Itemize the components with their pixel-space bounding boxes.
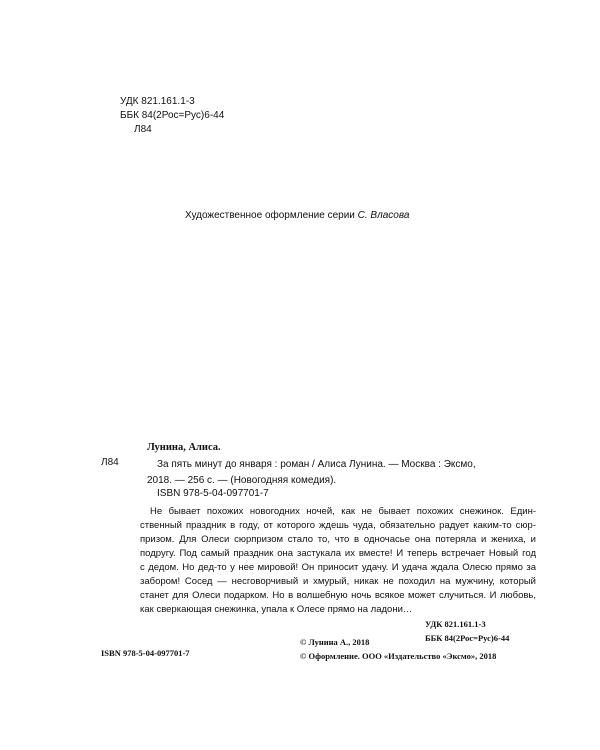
catalog-author: Лунина, Алиса. [147,442,221,453]
annotation-line: забором! Сосед — несговорчивый и хмурый, никак не походил на мужчину, который [140,576,536,587]
bottom-udk-code: УДК 821.161.1-3 [425,619,486,629]
annotation-line: с дедом. Но дед-то у нее мировой! Он приносит удачу. И удача ждала Олесю прямо за [140,562,536,573]
bib-line-2: 2018. — 256 с. — (Новогодняя комедия). [147,475,337,486]
annotation-line: подругу. Под самый праздник она застукала их вместе! И теперь встречает Новый год [140,548,536,559]
art-design-credit [185,210,409,221]
udk-code: УДК 821.161.1-3 [120,96,195,107]
copyright-design: © Оформление. ООО «Издательство «Эксмо», 2018 [300,651,497,661]
bottom-isbn: ISBN 978-5-04-097701-7 [101,648,190,658]
art-design-name: С. Власова [357,210,410,221]
copyright-author: © Лунина А., 2018 [300,637,370,647]
copyright-block [300,635,496,663]
bottom-bbk-code: ББК 84(2Рос=Рус)6-44 [425,633,510,643]
bbk-code: ББК 84(2Рос=Рус)6-44 [120,110,225,121]
annotation-line: ственный праздник в году, от которого ждешь чуда, обязательно радует каким-то сюр- [140,520,536,531]
annotation-line: как сверкающая снежинка, упала к Олесе прямо на ладони… [140,604,413,615]
art-design-label: Художественное оформление серии [185,210,355,221]
catalog-isbn: ISBN 978-5-04-097701-7 [157,488,269,499]
annotation-line: Не бывает похожих новогодних ночей, как не бывает похожих снежинок. Един- [150,506,536,517]
catalog-cutter: Л84 [101,457,119,468]
bib-line-1: За пять минут до января : роман / Алиса Лунина. — Москва : Эксмо, [157,459,476,470]
annotation-line: призом. Для Олеси сюрпризом стало то, что в одночасье она потеряла и жениха, и [140,534,536,545]
annotation-paragraph [140,505,536,617]
classification-block [120,95,224,137]
cutter-code: Л84 [134,124,152,135]
catalog-bibliographic-record [147,457,517,489]
annotation-line: станет для Олеси подарком. Но в волшебную ночь всякое может случиться. И любовь, [140,590,536,601]
